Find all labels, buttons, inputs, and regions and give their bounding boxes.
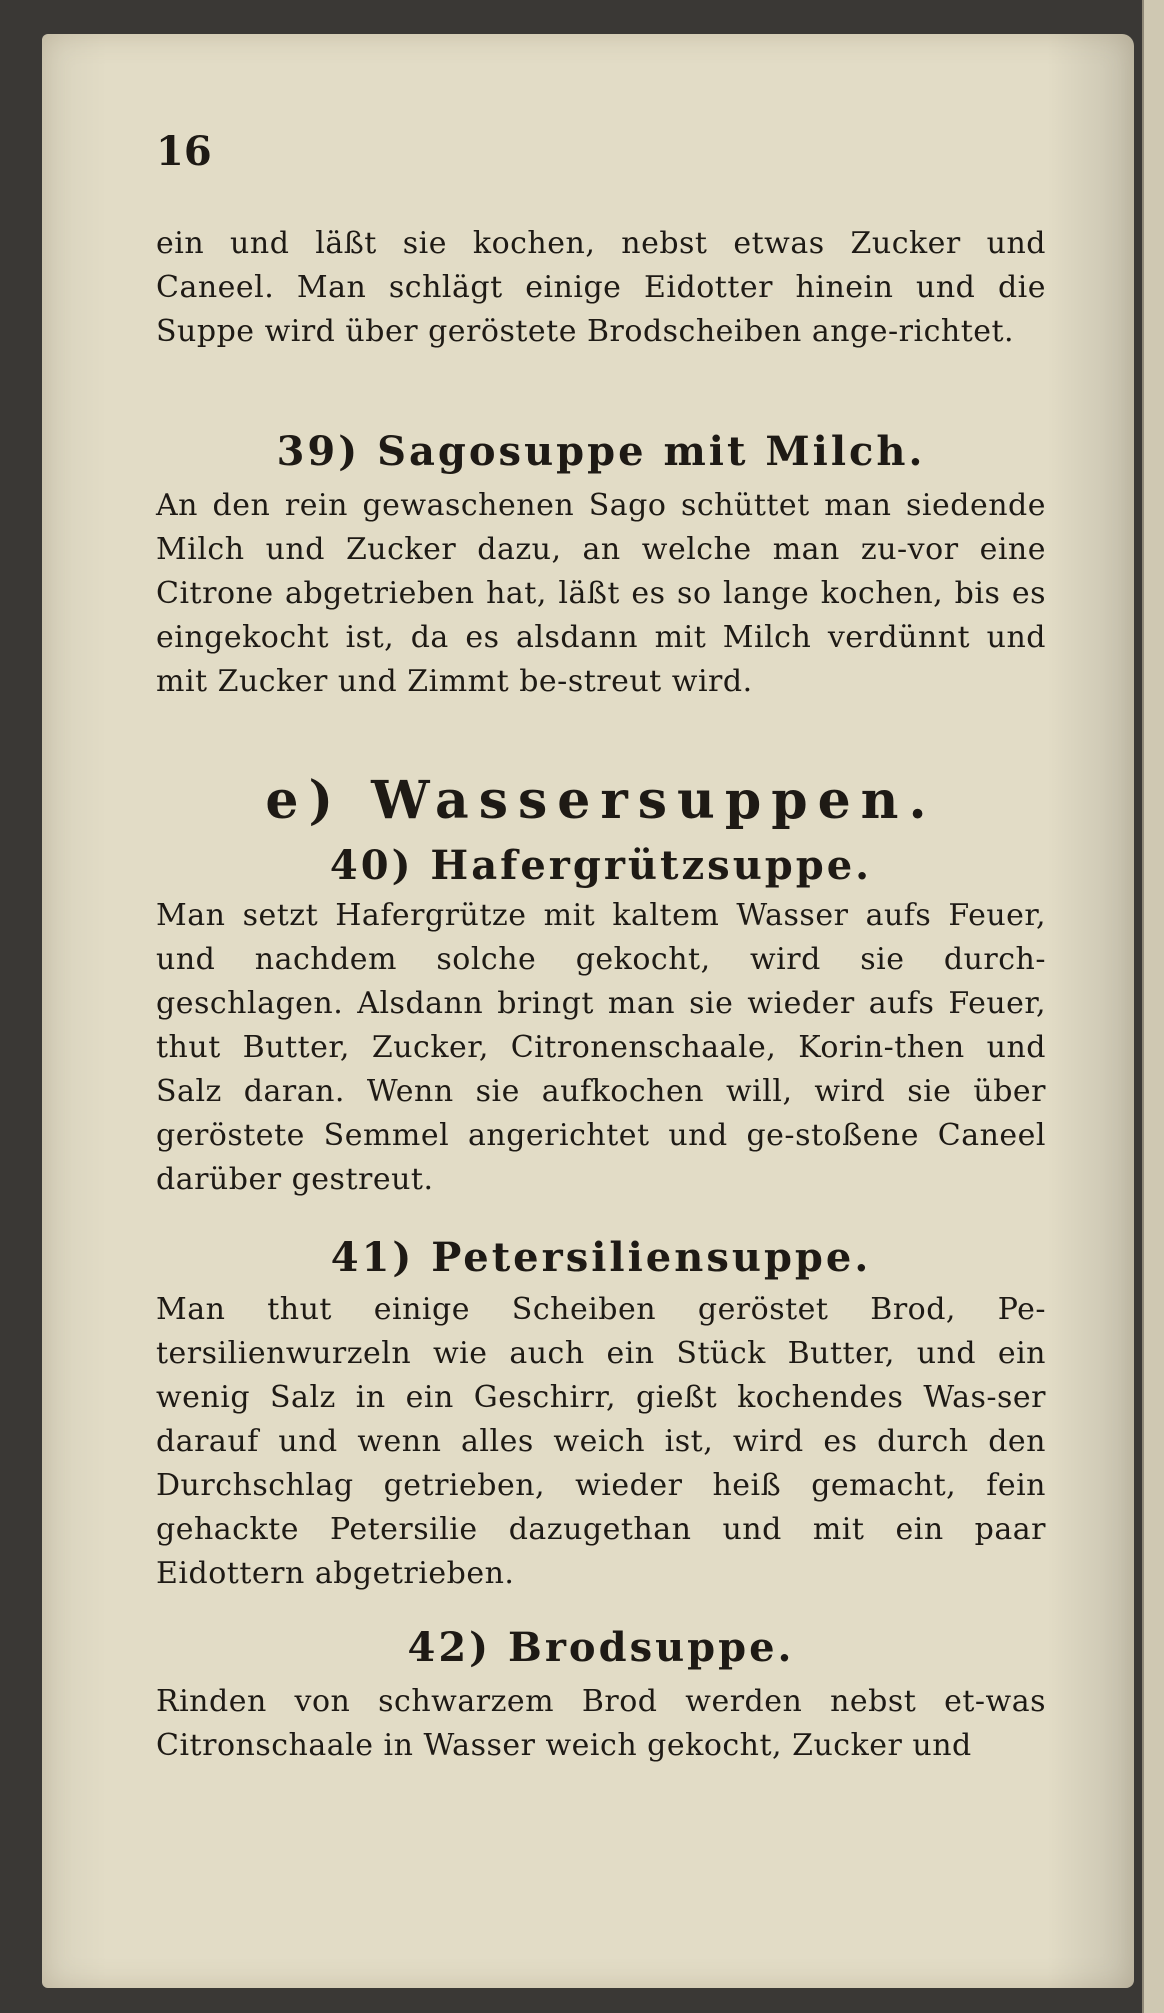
paragraph-recipe-42: Rinden von schwarzem Brod werden nebst et-was Citronschaale in Wasser weich gekocht, Zucker und (156, 1684, 1046, 1763)
paragraph-recipe-40: Man setzt Hafergrütze mit kaltem Wasser aufs Feuer, und nachdem solche gekocht, wird sie durch-geschlagen. Alsdann bringt man sie wieder aufs Feuer, thut Butter, Zucker, Citronenschaale, Korin-then und Salz daran. Wenn sie aufkochen will, wird sie über geröstete Semmel angerichtet und ge-stoßene Caneel darüber gestreut. (156, 898, 1046, 1197)
heading-recipe-41: 41) Petersiliensuppe. (330, 1234, 872, 1281)
heading-section-e: e) Wassersuppen. (265, 770, 937, 831)
paragraph-continued: ein und läßt sie kochen, nebst etwas Zucker und Caneel. Man schlägt einige Eidotter hinein und die Suppe wird über geröstete Brodscheiben ange-richtet. (156, 226, 1046, 349)
paragraph-recipe-39: An den rein gewaschenen Sago schüttet man siedende Milch und Zucker dazu, an welche man zu-vor eine Citrone abgetrieben hat, läßt es so lange kochen, bis es eingekocht ist, da es alsdann mit Milch verdünnt und mit Zucker und Zimmt be-streut wird. (156, 488, 1046, 699)
paragraph-recipe-41: Man thut einige Scheiben geröstet Brod, Pe-tersilienwurzeln wie auch ein Stück Butter, und ein wenig Salz in ein Geschirr, gießt kochendes Was-ser darauf und wenn alles weich ist, wird es durch den Durchschlag getrieben, wieder heiß gemacht, fein gehackte Petersilie dazugethan und mit ein paar Eidottern abgetrieben. (156, 1292, 1046, 1591)
heading-recipe-40: 40) Hafergrützsuppe. (329, 842, 873, 889)
heading-recipe-39: 39) Sagosuppe mit Milch. (276, 428, 926, 475)
heading-recipe-42: 42) Brodsuppe. (407, 1624, 795, 1671)
page-number: 16 (156, 128, 212, 175)
page-edge (1142, 0, 1164, 2013)
